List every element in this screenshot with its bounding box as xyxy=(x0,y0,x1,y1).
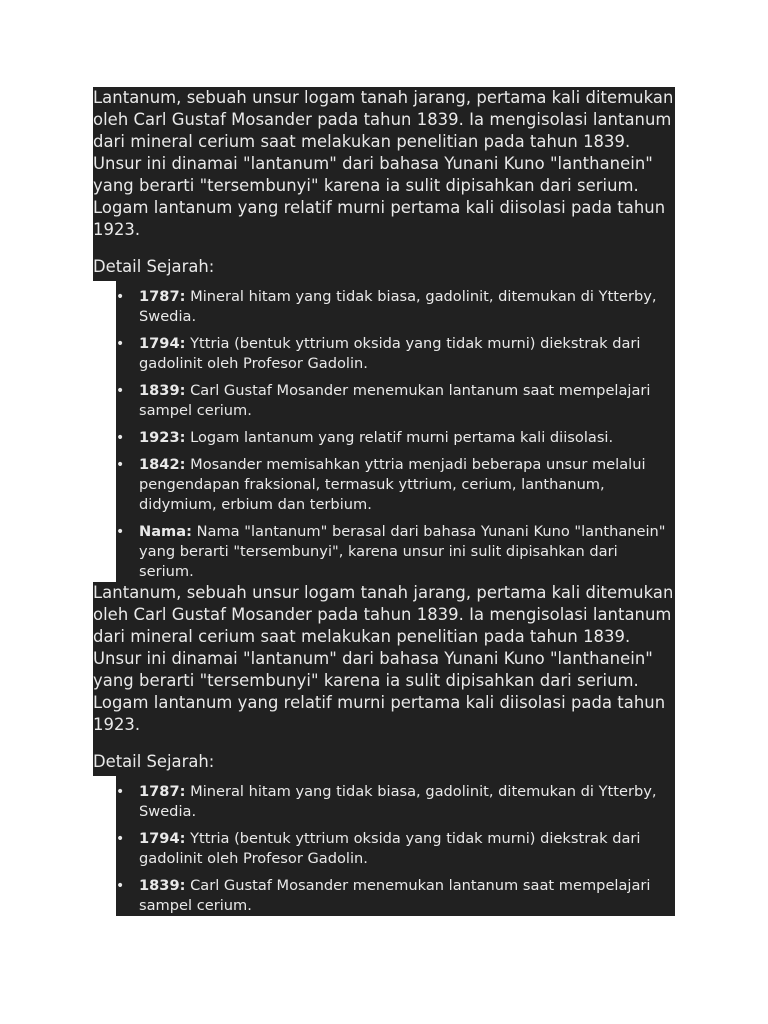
item-label: 1794: xyxy=(139,335,186,352)
item-label: 1794: xyxy=(139,830,186,847)
history-list xyxy=(116,782,675,916)
history-heading: Detail Sejarah: xyxy=(93,736,675,776)
item-text: Mineral hitam yang tidak biasa, gadolinit, ditemukan di Ytterby, Swedia. xyxy=(139,288,657,325)
item-label: 1923: xyxy=(139,429,186,446)
item-label: 1787: xyxy=(139,288,186,305)
history-list-container xyxy=(116,281,675,582)
intro-paragraph: Lantanum, sebuah unsur logam tanah jarang, pertama kali ditemukan oleh Carl Gustaf Mosander pada tahun 1839. Ia mengisolasi lantanum dari mineral cerium saat melakukan penelitian pada tahun 1839. Unsur ini dinamai "lantanum" dari bahasa Yunani Kuno "lanthanein" yang berarti "tersembunyi" karena ia sulit dipisahkan dari serium. Logam lantanum yang relatif murni pertama kali diisolasi pada tahun 1923. xyxy=(93,88,674,239)
history-list-item xyxy=(116,334,675,374)
history-list-item xyxy=(116,876,675,916)
bullet-icon: • xyxy=(116,457,125,473)
history-list-item xyxy=(116,829,675,869)
history-list-item xyxy=(116,455,675,515)
item-text: Mosander memisahkan yttria menjadi beberapa unsur melalui pengendapan fraksional, termasuk yttrium, cerium, lanthanum, didymium, erbium dan terbium. xyxy=(139,456,646,513)
history-list-item xyxy=(116,428,675,448)
bullet-icon: • xyxy=(116,289,125,305)
item-text: Mineral hitam yang tidak biasa, gadolinit, ditemukan di Ytterby, Swedia. xyxy=(139,783,657,820)
item-text: Logam lantanum yang relatif murni pertama kali diisolasi. xyxy=(185,429,614,446)
bullet-icon: • xyxy=(116,524,125,540)
document-page xyxy=(93,87,675,916)
history-list-item xyxy=(116,782,675,822)
history-section-2 xyxy=(93,582,675,916)
bullet-icon: • xyxy=(116,383,125,399)
item-label: 1842: xyxy=(139,456,186,473)
item-text: Carl Gustaf Mosander menemukan lantanum saat mempelajari sampel cerium. xyxy=(139,382,651,419)
history-list-container xyxy=(116,776,675,916)
bullet-icon: • xyxy=(116,784,125,800)
intro-paragraph: Lantanum, sebuah unsur logam tanah jarang, pertama kali ditemukan oleh Carl Gustaf Mosander pada tahun 1839. Ia mengisolasi lantanum dari mineral cerium saat melakukan penelitian pada tahun 1839. Unsur ini dinamai "lantanum" dari bahasa Yunani Kuno "lanthanein" yang berarti "tersembunyi" karena ia sulit dipisahkan dari serium. Logam lantanum yang relatif murni pertama kali diisolasi pada tahun 1923. xyxy=(93,583,674,734)
item-text: Yttria (bentuk yttrium oksida yang tidak murni) diekstrak dari gadolinit oleh Profesor Gadolin. xyxy=(139,830,641,867)
item-text: Carl Gustaf Mosander menemukan lantanum saat mempelajari sampel cerium. xyxy=(139,877,651,914)
history-list-item xyxy=(116,522,675,582)
history-heading: Detail Sejarah: xyxy=(93,241,675,281)
history-list xyxy=(116,287,675,582)
history-list-item xyxy=(116,287,675,327)
bullet-icon: • xyxy=(116,831,125,847)
item-label: 1839: xyxy=(139,877,186,894)
item-text: Yttria (bentuk yttrium oksida yang tidak murni) diekstrak dari gadolinit oleh Profesor Gadolin. xyxy=(139,335,641,372)
history-list-item xyxy=(116,381,675,421)
bullet-icon: • xyxy=(116,336,125,352)
item-label: 1839: xyxy=(139,382,186,399)
bullet-icon: • xyxy=(116,878,125,894)
history-section-1 xyxy=(93,87,675,582)
item-text: Nama "lantanum" berasal dari bahasa Yunani Kuno "lanthanein" yang berarti "tersembunyi", karena unsur ini sulit dipisahkan dari serium. xyxy=(139,523,666,580)
item-label: Nama: xyxy=(139,523,192,540)
bullet-icon: • xyxy=(116,430,125,446)
item-label: 1787: xyxy=(139,783,186,800)
